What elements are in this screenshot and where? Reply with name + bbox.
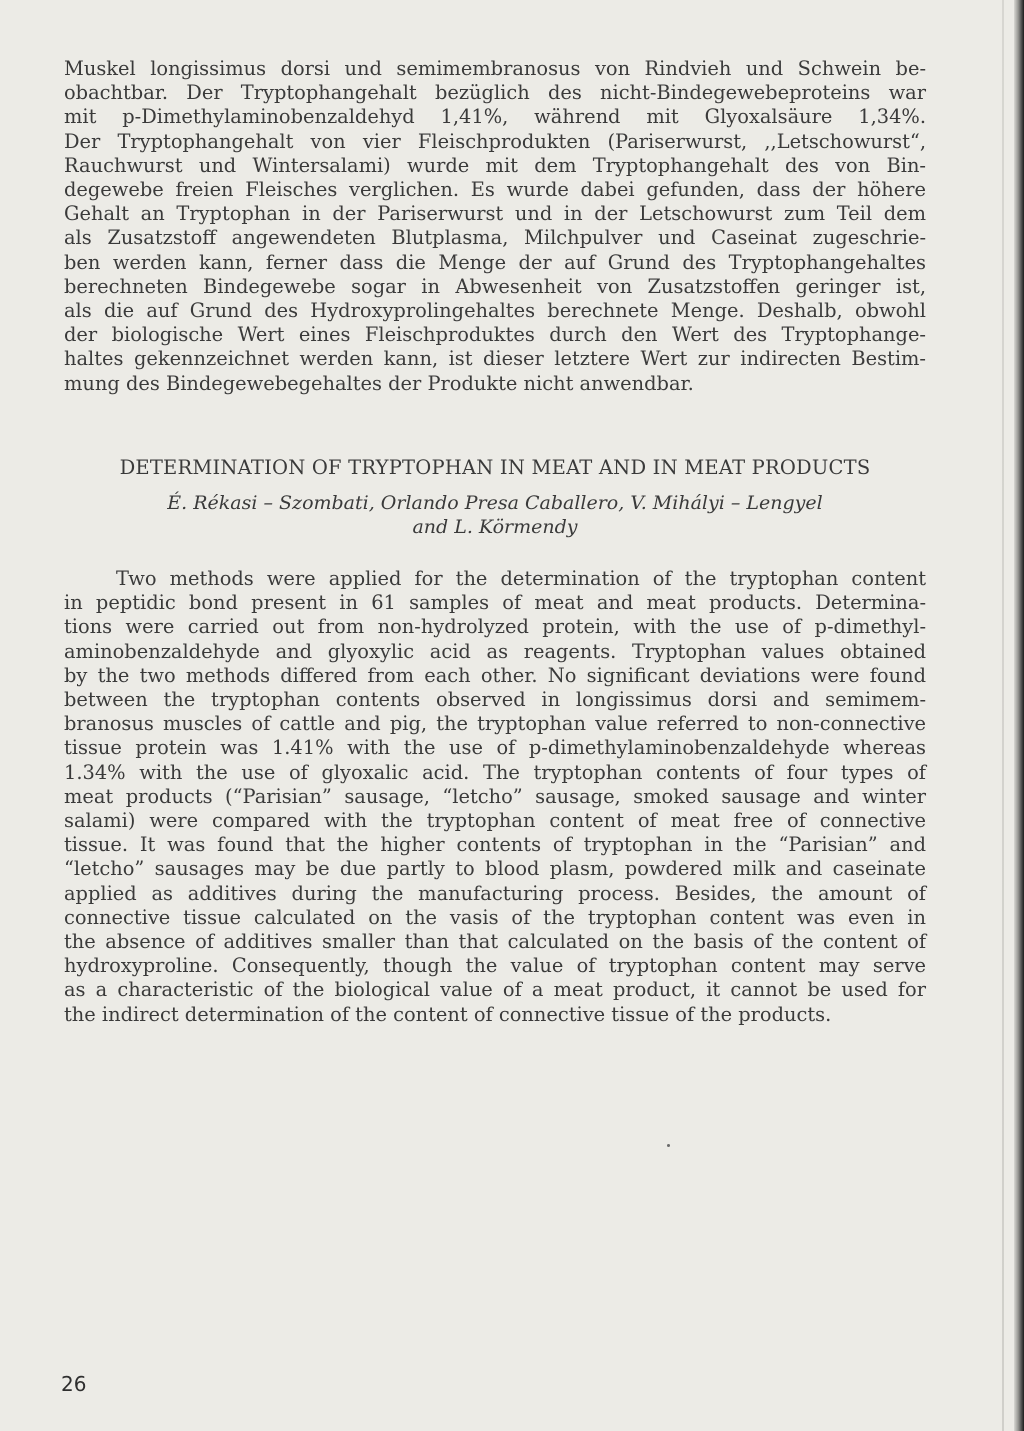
english-abstract-line: tions were carried out from non-hydrolyzed protein, with the use of p-dimethyl- (64, 615, 926, 639)
german-abstract-line: als die auf Grund des Hydroxyprolingehaltes berechnete Menge. Deshalb, obwohl (64, 299, 926, 323)
english-abstract-line: branosus muscles of cattle and pig, the tryptophan value referred to non-connective (64, 712, 926, 736)
english-abstract-line: as a characteristic of the biological value of a meat product, it cannot be used for (64, 978, 926, 1002)
german-abstract-line: Rauchwurst und Wintersalami) wurde mit dem Tryptophangehalt des von Bin- (64, 153, 926, 177)
paper-speck (667, 1144, 670, 1147)
english-abstract-line: Two methods were applied for the determination of the tryptophan content (116, 567, 926, 590)
german-abstract-line: mung des Bindegewebegehaltes der Produkte nicht anwendbar. (64, 371, 694, 395)
english-abstract-line: connective tissue calculated on the vasis of the tryptophan content was even in (64, 905, 926, 929)
german-abstract-line: obachtbar. Der Tryptophangehalt bezüglich des nicht-Bindegewebeproteins war (64, 81, 926, 105)
article-title: DETERMINATION OF TRYPTOPHAN IN MEAT AND IN MEAT PRODUCTS (119, 456, 871, 479)
english-abstract (64, 567, 926, 1027)
english-heading-block (64, 456, 926, 539)
english-abstract-line: by the two methods differed from each other. No significant deviations were found (64, 663, 926, 687)
page-crease-shadow (1002, 0, 1004, 1431)
german-abstract-line: ben werden kann, ferner dass die Menge der auf Grund des Tryptophangehaltes (64, 250, 926, 274)
article-authors (64, 491, 926, 539)
german-abstract-line: als Zusatzstoff angewendeten Blutplasma, Milchpulver und Caseinat zugeschrie- (64, 226, 926, 250)
english-abstract-line: salami) were compared with the tryptophan content of meat free of connective (64, 809, 926, 833)
german-abstract-line: Der Tryptophangehalt von vier Fleischprodukten (Pariserwurst, ,,Letschowurst“, (64, 129, 926, 153)
authors-line-2: and L. Körmendy (412, 516, 578, 538)
english-abstract-line: tissue protein was 1.41% with the use of p-dimethylaminobenzaldehyde whereas (64, 736, 926, 760)
english-abstract-line: tissue. It was found that the higher contents of tryptophan in the “Parisian” and (64, 833, 926, 857)
german-abstract-line: berechneten Bindegewebe sogar in Abwesenheit von Zusatzstoffen geringer ist, (64, 274, 926, 298)
german-abstract-line: der biologische Wert eines Fleischproduktes durch den Wert des Tryptophange- (64, 323, 926, 347)
english-abstract-line: the absence of additives smaller than that calculated on the basis of the content of (64, 930, 926, 954)
page-number: 26 (61, 1372, 87, 1396)
english-abstract-line: the indirect determination of the content of connective tissue of the products. (64, 1002, 832, 1026)
page-edge-shadow (1014, 0, 1024, 1431)
english-abstract-line: “letcho” sausages may be due partly to blood plasm, powdered milk and caseinate (64, 857, 926, 881)
german-abstract-line: haltes gekennzeichnet werden kann, ist dieser letztere Wert zur indirecten Bestim- (64, 347, 926, 371)
german-abstract-line: Gehalt an Tryptophan in der Pariserwurst und in der Letschowurst zum Teil dem (64, 202, 926, 226)
german-abstract-line: Muskel longissimus dorsi und semimembranosus von Rindvieh und Schwein be- (64, 57, 926, 80)
english-abstract-line: 1.34% with the use of glyoxalic acid. The tryptophan contents of four types of (64, 760, 926, 784)
authors-line-1: É. Rékasi – Szombati, Orlando Presa Caballero, V. Mihályi – Lengyel (167, 492, 823, 514)
english-abstract-line: applied as additives during the manufacturing process. Besides, the amount of (64, 881, 926, 905)
german-abstract-line: degewebe freien Fleisches verglichen. Es wurde dabei gefunden, dass der höhere (64, 178, 926, 202)
german-abstract-line: mit p-Dimethylaminobenzaldehyd 1,41%, während mit Glyoxalsäure 1,34%. (64, 105, 926, 129)
english-abstract-line: between the tryptophan contents observed in longissimus dorsi and semimem- (64, 688, 926, 712)
english-abstract-line: in peptidic bond present in 61 samples of meat and meat products. Determina- (64, 591, 926, 615)
english-abstract-line: hydroxyproline. Consequently, though the value of tryptophan content may serve (64, 954, 926, 978)
english-abstract-line: aminobenzaldehyde and glyoxylic acid as reagents. Tryptophan values obtained (64, 639, 926, 663)
german-abstract (64, 57, 926, 396)
english-abstract-line: meat products (“Parisian” sausage, “letcho” sausage, smoked sausage and winter (64, 784, 926, 808)
